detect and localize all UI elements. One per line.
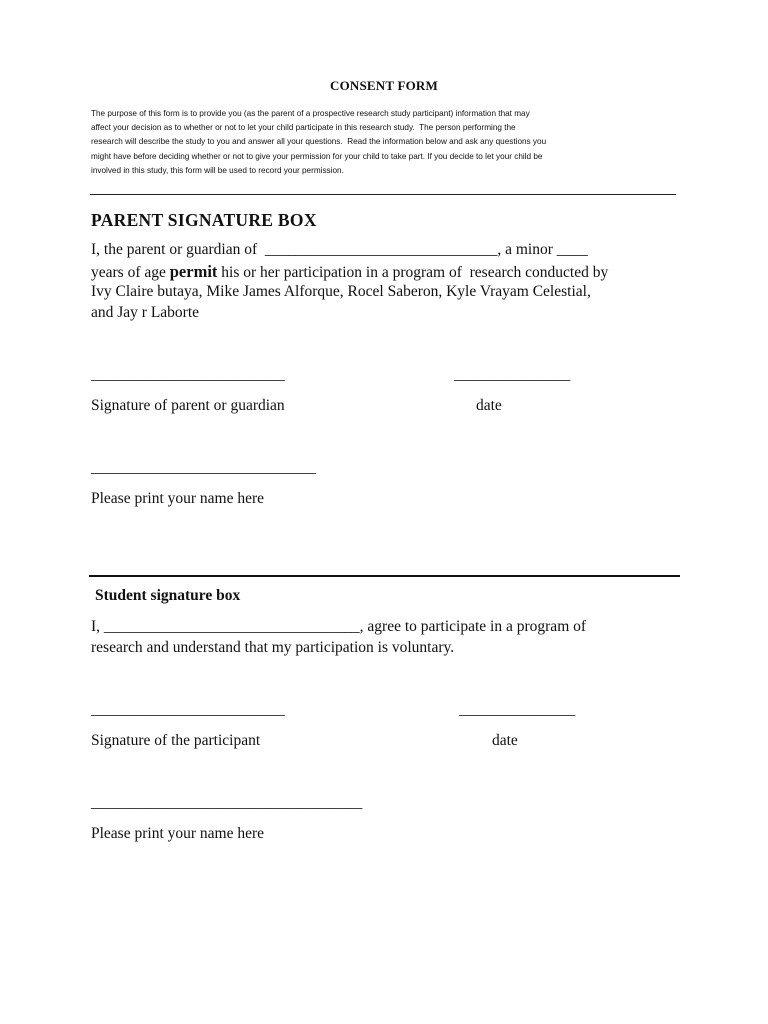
parent-name-blank[interactable]: _____________________________ [91, 459, 316, 476]
student-date-label: date [492, 732, 518, 749]
parent-signature-label: Signature of parent or guardian [91, 397, 285, 414]
parent-name-label: Please print your name here [91, 490, 265, 507]
purpose-line: involved in this study, this form will be used to record your permission. [91, 165, 344, 175]
parent-consent-line-2 [91, 262, 608, 282]
purpose-line: The purpose of this form is to provide you (as the parent of a prospective research study participant) information that may [91, 109, 530, 118]
purpose-paragraph [91, 107, 681, 178]
line-text: years of age [91, 264, 170, 281]
section-divider [90, 194, 676, 195]
parent-date-label: date [476, 397, 502, 414]
purpose-line: affect your decision as to whether or not to let your child participate in this research study. The person performing the [91, 123, 516, 133]
student-box-heading: Student signature box [95, 587, 241, 604]
purpose-line: research will describe the study to you and answer all your questions. Read the information below and ask any questions you [91, 137, 547, 147]
purpose-line: might have before deciding whether or not to give your permission for your child to take part. If you decide to let your child be [91, 151, 543, 161]
parent-date-blank[interactable]: _______________ [454, 366, 571, 383]
student-name-label: Please print your name here [91, 825, 265, 842]
student-signature-label: Signature of the participant [91, 732, 261, 749]
permit-word: permit [169, 262, 218, 281]
form-title: CONSENT FORM [330, 78, 438, 93]
student-name-blank[interactable]: ___________________________________ [91, 794, 363, 811]
parent-consent-line-1: I, the parent or guardian of ______________________________, a minor ____ [91, 241, 588, 258]
student-date-blank[interactable]: _______________ [459, 701, 576, 718]
parent-consent-line-3: Ivy Claire butaya, Mike James Alforque, Rocel Saberon, Kyle Vrayam Celestial, [91, 283, 591, 300]
parent-signature-blank[interactable]: _________________________ [91, 366, 285, 383]
student-consent-line-1: I, _________________________________, agree to participate in a program of [91, 618, 587, 635]
student-signature-blank[interactable]: _________________________ [91, 701, 285, 718]
section-divider [89, 575, 680, 577]
parent-consent-line-4: and Jay r Laborte [91, 304, 200, 321]
student-consent-line-2: research and understand that my participation is voluntary. [91, 639, 455, 656]
parent-box-heading: PARENT SIGNATURE BOX [91, 210, 317, 230]
line-text: his or her participation in a program of research conducted by [217, 264, 609, 281]
